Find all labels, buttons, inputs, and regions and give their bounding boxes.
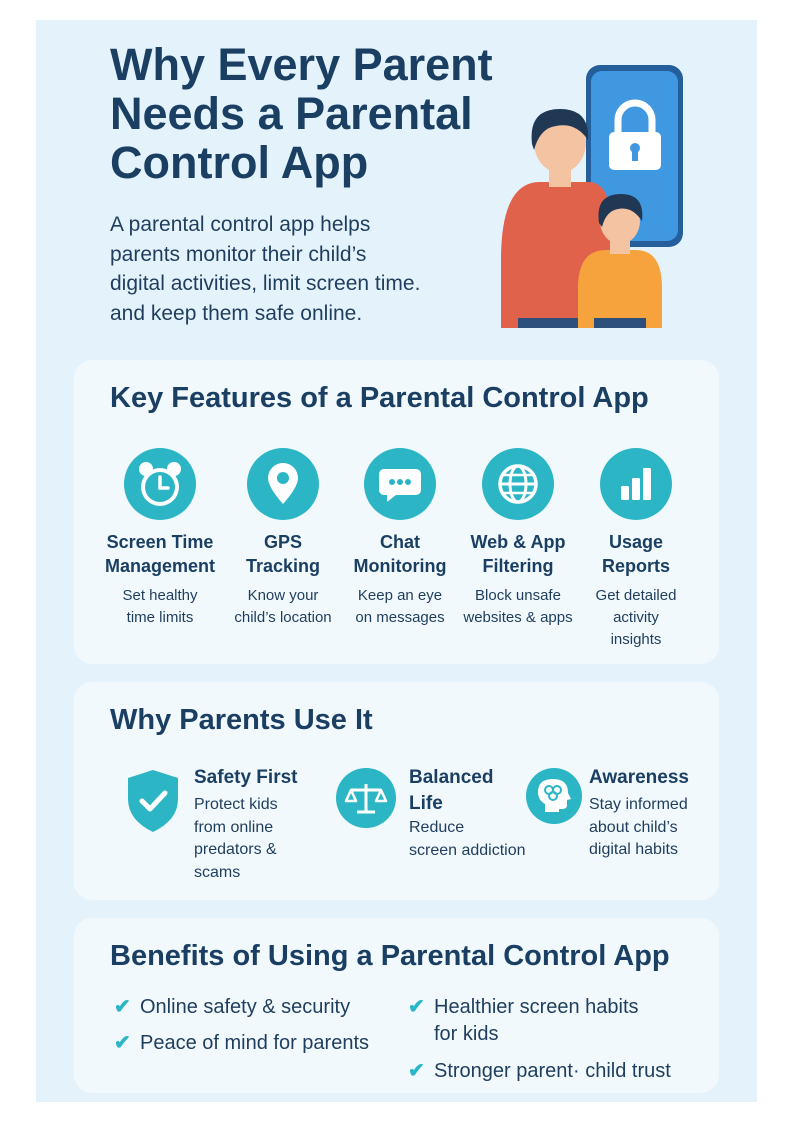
feature-name: Screen Time Management	[104, 532, 216, 576]
infographic	[36, 20, 757, 1102]
benefits-heading: Benefits of Using a Parental Control App	[110, 940, 670, 972]
feature-screen-time	[98, 448, 222, 629]
feature-name: Chat Monitoring	[353, 532, 447, 576]
globe-icon	[482, 448, 554, 520]
checkmark-icon: ✔	[114, 1032, 131, 1054]
reason-balanced-life	[336, 768, 526, 878]
benefit-item: ✔ Healthier screen habits for kids	[408, 996, 639, 1045]
feature-web-app-filtering	[456, 448, 580, 629]
title-line: Needs a Parental	[110, 88, 473, 139]
key-features-heading: Key Features of a Parental Control App	[110, 382, 649, 414]
reason-title: Awareness	[589, 767, 689, 788]
why-parents-card	[74, 682, 719, 900]
feature-desc: Get detailed activity insights	[595, 587, 677, 648]
benefit-item: ✔ Stronger parent· child trust	[434, 1058, 671, 1085]
intro-line: A parental control app helps	[110, 213, 371, 236]
checkmark-icon: ✔	[408, 996, 425, 1018]
chat-bubble-icon	[364, 448, 436, 520]
benefit-item: ✔ Online safety & security	[140, 994, 350, 1021]
feature-desc: Block unsafe websites & apps	[463, 587, 573, 626]
intro-line: digital activities, limit screen time.	[110, 272, 421, 295]
reason-desc: Stay informed about child’s digital habits	[589, 796, 688, 858]
benefits-card	[74, 918, 719, 1093]
intro-line: and keep them safe online.	[110, 301, 363, 325]
feature-name: Usage Reports	[601, 532, 670, 576]
shield-check-icon	[124, 768, 182, 834]
bar-chart-icon	[600, 448, 672, 520]
reason-desc: Protect kids from online predators & scams	[194, 796, 278, 881]
checkmark-icon: ✔	[408, 1060, 425, 1082]
feature-desc: Set healthy time limits	[122, 587, 198, 626]
reason-safety-first	[124, 767, 324, 881]
brain-head-icon	[526, 768, 582, 824]
checkmark-icon: ✔	[114, 996, 131, 1018]
feature-desc: Keep an eye on messages	[355, 587, 445, 626]
feature-usage-reports	[574, 448, 698, 651]
key-features-card	[74, 360, 719, 664]
benefit-item: ✔ Peace of mind for parents	[140, 1030, 369, 1057]
feature-name: GPS Tracking	[245, 532, 321, 576]
reason-desc: Reduce screen addiction	[409, 819, 526, 859]
location-pin-icon	[247, 448, 319, 520]
balance-scale-icon	[336, 768, 396, 828]
title-line: Why Every Parent	[110, 39, 493, 90]
reason-awareness	[526, 768, 716, 878]
intro-line: parents monitor their child’s	[110, 242, 367, 266]
parent-child-phone-illustration	[496, 60, 696, 328]
feature-gps-tracking	[221, 448, 345, 629]
reason-title: Balanced Life	[409, 767, 494, 814]
feature-name: Web & App Filtering	[470, 532, 566, 576]
intro-text	[110, 210, 490, 328]
title-line: Control App	[110, 137, 369, 188]
why-parents-heading: Why Parents Use It	[110, 704, 373, 736]
page-title	[110, 40, 493, 187]
feature-desc: Know your child’s location	[234, 587, 332, 626]
alarm-clock-icon	[124, 448, 196, 520]
reason-title: Safety First	[194, 767, 298, 788]
feature-chat-monitoring	[338, 448, 462, 629]
